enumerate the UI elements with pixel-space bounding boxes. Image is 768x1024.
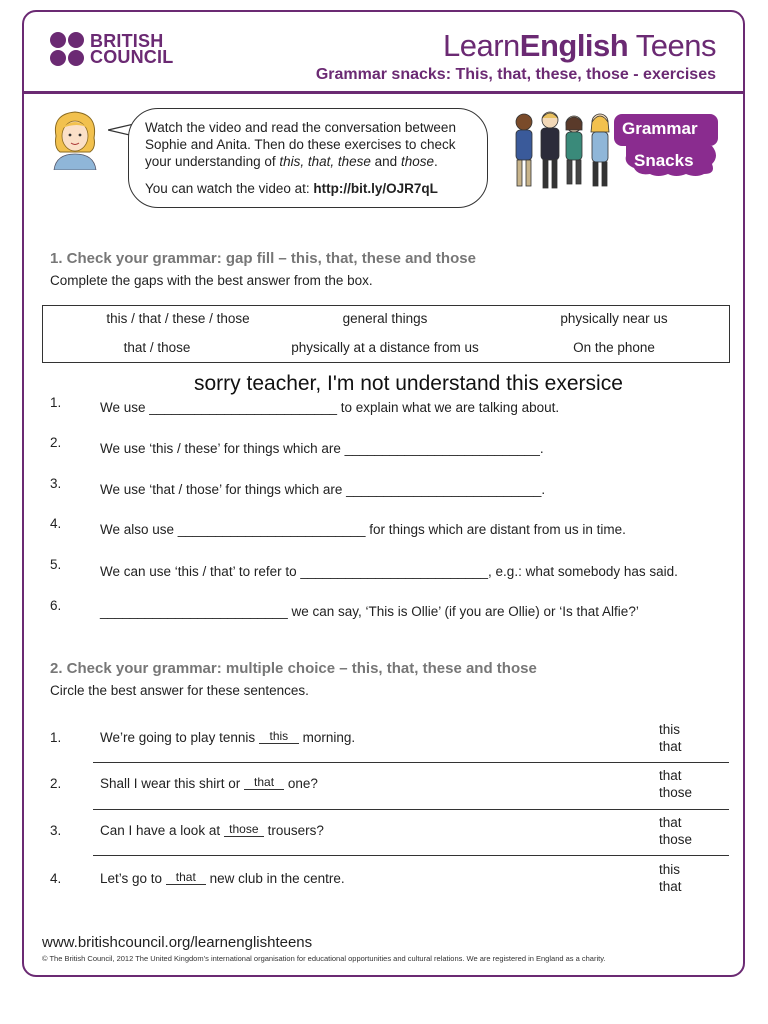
gap-fill-question[interactable]: We use ‘that / those’ for things which are __________________________.: [100, 482, 546, 497]
question-number: 3.: [50, 823, 62, 838]
word-box-cell: this / that / these / those: [106, 311, 250, 326]
question-number: 4.: [50, 871, 62, 886]
page-subtitle: Grammar snacks: This, that, these, those - exercises: [315, 66, 716, 83]
question-number: 1.: [50, 395, 62, 410]
question-number: 3.: [50, 476, 62, 491]
row-divider: [93, 855, 729, 856]
answer-blank[interactable]: that: [244, 776, 284, 790]
question-number: 5.: [50, 557, 62, 572]
question-number: 2.: [50, 435, 62, 450]
section1-instruction: Complete the gaps with the best answer from the box.: [50, 273, 373, 288]
handwritten-note: sorry teacher, I'm not understand this exersice: [194, 372, 623, 395]
row-divider: [93, 762, 729, 763]
badge-text-grammar: Grammar: [622, 119, 698, 138]
multiple-choice-question: Let’s go to that new club in the centre.: [100, 870, 345, 886]
multiple-choice-question: We’re going to play tennis this morning.: [100, 729, 356, 745]
question-number: 4.: [50, 516, 62, 531]
intro-line-3: your understanding of this, that, these and those.: [145, 154, 438, 169]
answer-options: [659, 814, 692, 848]
option[interactable]: that: [659, 739, 682, 754]
row-divider: [93, 809, 729, 810]
question-number: 2.: [50, 776, 62, 791]
word-box-cell: general things: [342, 311, 428, 326]
question-number: 1.: [50, 730, 62, 745]
gap-fill-question[interactable]: We use _________________________ to explain what we are talking about.: [100, 400, 560, 415]
option[interactable]: that: [659, 768, 682, 783]
answer-blank[interactable]: those: [224, 823, 264, 837]
intro-line-2: Sophie and Anita. Then do these exercises to check: [145, 137, 456, 152]
answer-blank[interactable]: this: [259, 730, 299, 744]
british-council-logo: [50, 32, 173, 66]
characters-illustration-icon: [508, 108, 620, 194]
footer-url[interactable]: www.britishcouncil.org/learnenglishteens: [42, 934, 313, 951]
logo-line1: BRITISH: [90, 31, 164, 51]
question-number: 6.: [50, 598, 62, 613]
word-box-cell: physically at a distance from us: [291, 340, 479, 355]
word-box-cell: physically near us: [560, 311, 668, 326]
gap-fill-question[interactable]: We also use _________________________ for things which are distant from us in time.: [100, 522, 626, 537]
answer-options: [659, 721, 682, 755]
girl-avatar-icon: [48, 108, 102, 170]
section2-title: 2. Check your grammar: multiple choice – this, that, these and those: [50, 660, 537, 677]
option[interactable]: that: [659, 879, 682, 894]
answer-blank[interactable]: that: [166, 871, 206, 885]
intro-speech-bubble: [128, 108, 488, 208]
logo-dots-icon: [50, 32, 84, 66]
video-link[interactable]: http://bit.ly/OJR7qL: [313, 181, 438, 196]
section2-instruction: Circle the best answer for these sentences.: [50, 683, 309, 698]
option[interactable]: those: [659, 832, 693, 847]
answer-options: [659, 861, 682, 895]
gap-fill-question[interactable]: We use ‘this / these’ for things which are __________________________.: [100, 441, 544, 456]
logo-line2: COUNCIL: [90, 47, 174, 67]
learnenglish-teens-logo: LearnEnglish Teens: [442, 28, 716, 63]
video-line: You can watch the video at: http://bit.ly/OJR7qL: [145, 181, 438, 196]
word-box-cell: that / those: [123, 340, 191, 355]
multiple-choice-question: Can I have a look at those trousers?: [100, 822, 324, 838]
multiple-choice-question: Shall I wear this shirt or that one?: [100, 775, 318, 791]
word-box: [42, 305, 730, 363]
option[interactable]: those: [659, 785, 693, 800]
section1-title: 1. Check your grammar: gap fill – this, that, these and those: [50, 250, 476, 267]
option[interactable]: this: [659, 722, 681, 737]
option[interactable]: this: [659, 862, 681, 877]
option[interactable]: that: [659, 815, 682, 830]
badge-text-snacks: Snacks: [634, 151, 694, 170]
intro-line-1: Watch the video and read the conversation between: [145, 120, 456, 135]
gap-fill-question[interactable]: _________________________ we can say, ‘This is Ollie’ (if you are Ollie) or ‘Is that Alfie?’: [100, 604, 639, 619]
word-box-cell: On the phone: [573, 340, 655, 355]
footer-copyright: © The British Council, 2012 The United Kingdom’s international organisation for educational opportunities and cultural relations. We are registered in England as a charity.: [42, 954, 606, 963]
header-divider: [24, 91, 743, 94]
gap-fill-question[interactable]: We can use ‘this / that’ to refer to _________________________, e.g.: what somebody has said.: [100, 564, 678, 579]
answer-options: [659, 767, 692, 801]
